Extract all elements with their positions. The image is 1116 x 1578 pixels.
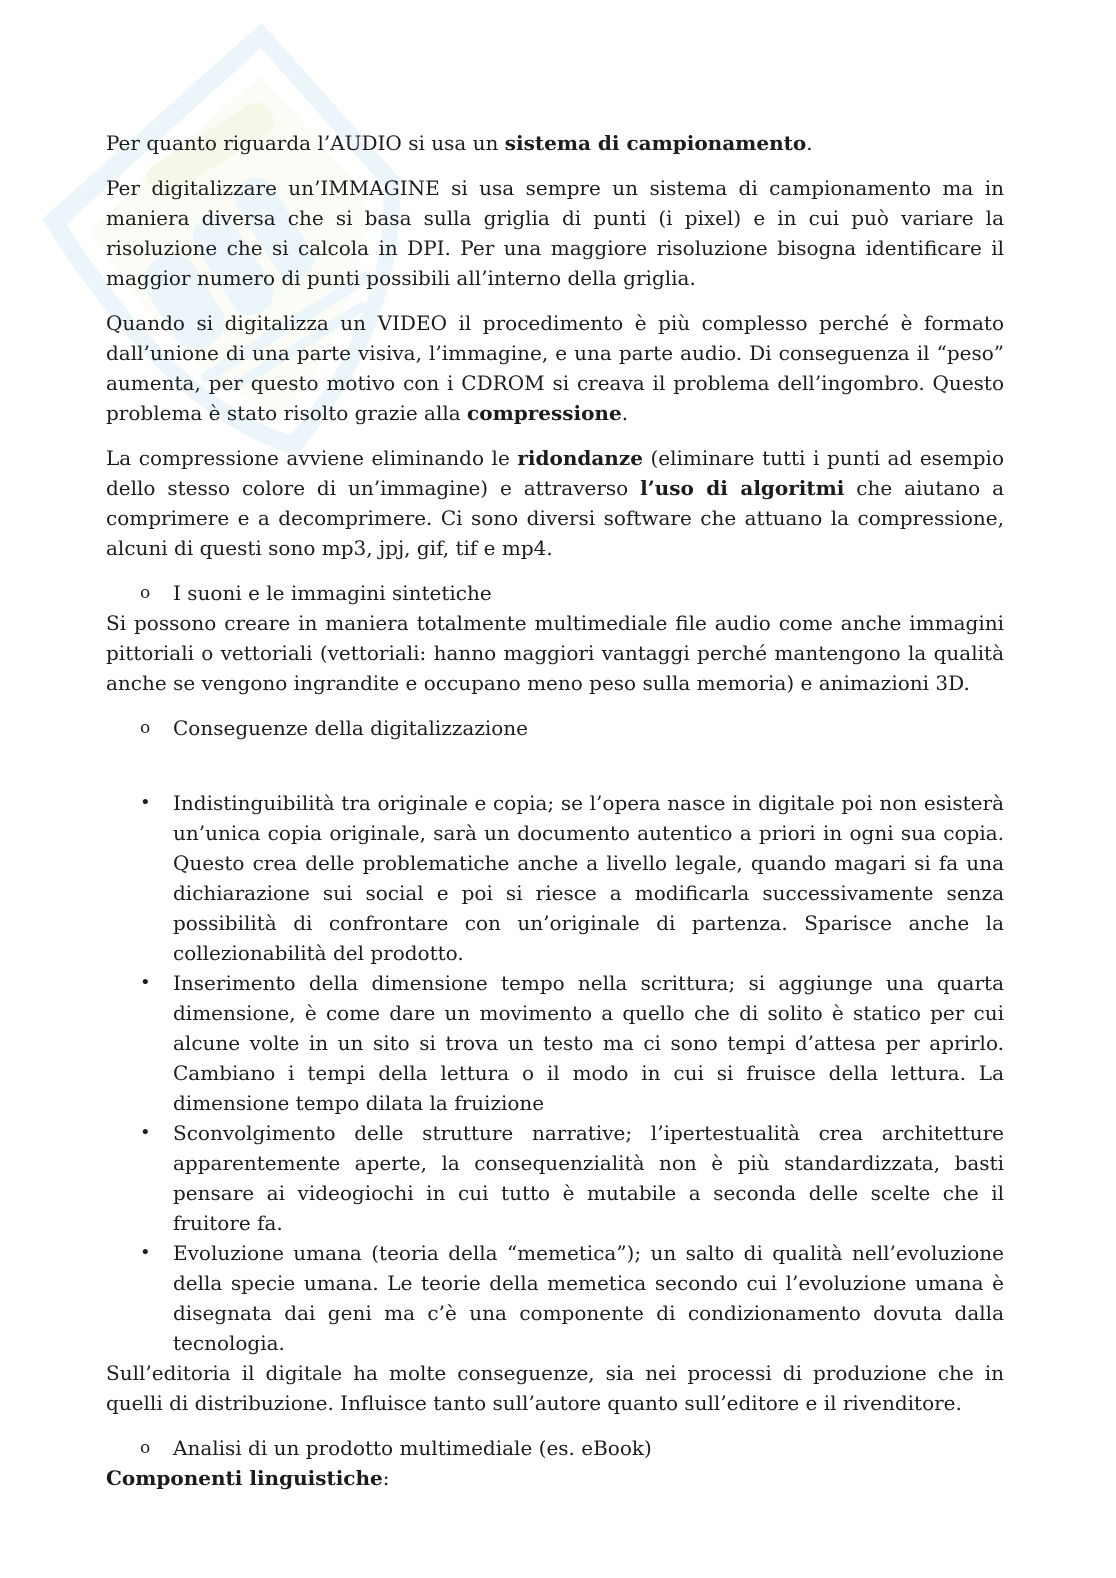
circle-bullet-icon: o bbox=[140, 1438, 151, 1458]
circle-bullet-icon: o bbox=[140, 583, 151, 603]
bullet-icon: • bbox=[140, 972, 151, 993]
circle-bullet-icon: o bbox=[140, 718, 151, 738]
paragraph-audio: Per quanto riguarda l’AUDIO si usa un sistema di campionamento. bbox=[106, 131, 813, 155]
bullet-icon: • bbox=[140, 792, 151, 813]
document-body bbox=[106, 128, 1004, 1493]
list-item-text: Indistinguibilità tra originale e copia; se l’opera nasce in digitale poi non esisterà un’unica copia originale, sarà un documento autentico a priori in ogni sua copia. Questo crea delle problematiche anche a livello legale, quando magari si fa una dichiarazione sui social e poi si riesce a modificarla successivamente senza possibilità di confrontare con un’originale di partenza. Sparisce anche la collezionabilità del prodotto. bbox=[173, 791, 1004, 965]
list-item-text: Sconvolgimento delle strutture narrative; l’ipertestualità crea architetture apparentemente aperte, la consequenzialità non è più standardizzata, basti pensare ai videogiochi in cui tutto è mutabile a seconda delle scelte che il fruitore fa. bbox=[173, 1121, 1004, 1235]
bullet-icon: • bbox=[140, 1242, 151, 1263]
paragraph-editoria: Sull’editoria il digitale ha molte conseguenze, sia nei processi di produzione che in quelli di distribuzione. Influisce tanto sull’autore quanto sull’editore e il rivenditore. bbox=[106, 1361, 1004, 1415]
list-item bbox=[106, 1118, 1004, 1238]
paragraph-sintetiche: Si possono creare in maniera totalmente multimediale file audio come anche immagini pittoriali o vettoriali (vettoriali: hanno maggiori vantaggi perché mantengono la qualità anche se vengono ingrandite e occupano meno peso sulla memoria) e animazioni 3D. bbox=[106, 611, 1004, 695]
bullet-icon: • bbox=[140, 1122, 151, 1143]
paragraph-immagine: Per digitalizzare un’IMMAGINE si usa sempre un sistema di campionamento ma in maniera diversa che si basa sulla griglia di punti (i pixel) e in cui può variare la risoluzione che si calcola in DPI. Per una maggiore risoluzione bisogna identificare il maggior numero di punti possibili all’interno della griglia. bbox=[106, 176, 1004, 290]
heading-analisi bbox=[106, 1433, 1004, 1463]
componenti-linguistiche-label: Componenti linguistiche: bbox=[106, 1466, 390, 1490]
heading-conseguenze-text: Conseguenze della digitalizzazione bbox=[173, 716, 529, 740]
list-item bbox=[106, 1238, 1004, 1358]
heading-conseguenze bbox=[106, 713, 1004, 743]
list-item-text: Inserimento della dimensione tempo nella scrittura; si aggiunge una quarta dimensione, è come dare un movimento a quello che di solito è statico per cui alcune volte in un sito si trova un testo ma ci sono tempi d’attesa per aprirlo. Cambiano i tempi della lettura o il modo in cui si fruisce della lettura. La dimensione tempo dilata la fruizione bbox=[173, 971, 1004, 1115]
paragraph-video: Quando si digitalizza un VIDEO il procedimento è più complesso perché è formato dall’unione di una parte visiva, l’immagine, e una parte audio. Di conseguenza il “peso” aumenta, per questo motivo con i CDROM si creava il problema dell’ingombro. Questo problema è stato risolto grazie alla compressione. bbox=[106, 311, 1004, 425]
heading-analisi-text: Analisi di un prodotto multimediale (es. eBook) bbox=[173, 1436, 652, 1460]
heading-sintetiche-text: I suoni e le immagini sintetiche bbox=[173, 581, 492, 605]
list-item bbox=[106, 788, 1004, 968]
list-item bbox=[106, 968, 1004, 1118]
conseguenze-list bbox=[106, 788, 1004, 1358]
heading-sintetiche bbox=[106, 578, 1004, 608]
list-item-text: Evoluzione umana (teoria della “memetica”); un salto di qualità nell’evoluzione della specie umana. Le teorie della memetica secondo cui l’evoluzione umana è disegnata dai geni ma c’è una componente di condizionamento dovuta dalla tecnologia. bbox=[173, 1241, 1004, 1355]
paragraph-compressione: La compressione avviene eliminando le ridondanze (eliminare tutti i punti ad esempio dello stesso colore di un’immagine) e attraverso l’uso di algoritmi che aiutano a comprimere e a decomprimere. Ci sono diversi software che attuano la compressione, alcuni di questi sono mp3, jpj, gif, tif e mp4. bbox=[106, 446, 1004, 560]
